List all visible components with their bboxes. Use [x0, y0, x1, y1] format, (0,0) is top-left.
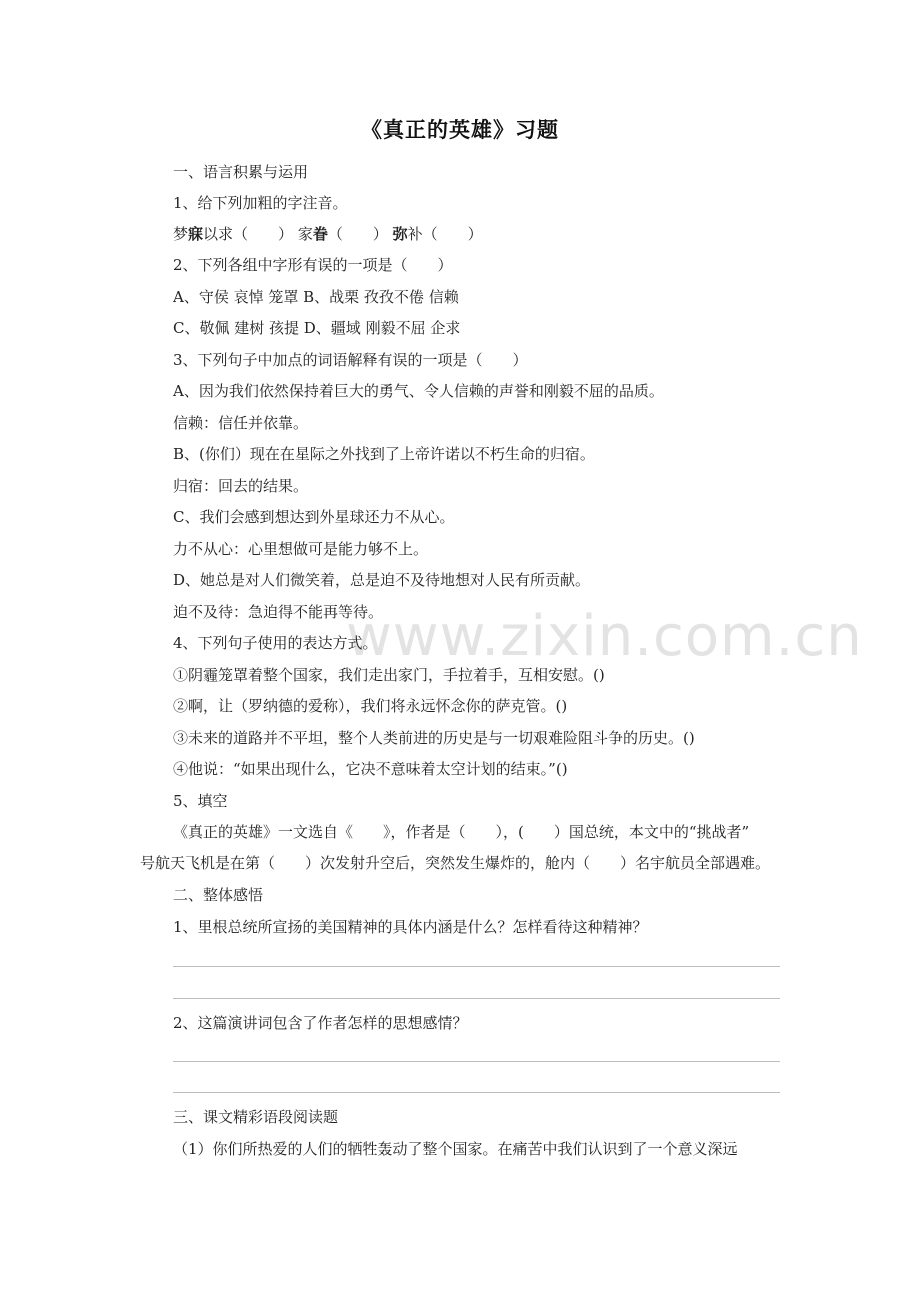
answer-line: [173, 1092, 780, 1093]
watermark: www.zixin.com.cn: [346, 604, 863, 669]
q3-option-a: A、因为我们依然保持着巨大的勇气、令人信赖的声誉和刚毅不屈的品质。: [173, 382, 664, 400]
q3-option-c-explanation: 力不从心：心里想做可是能力够不上。: [173, 540, 429, 558]
section2-heading: 二、整体感悟: [173, 886, 264, 904]
section1-heading: 一、语言积累与运用: [173, 163, 309, 181]
q1-item1: 梦寐以求（ ）: [173, 225, 294, 243]
q3-option-a-explanation: 信赖：信任并依靠。: [173, 414, 309, 432]
q3-option-d: D、她总是对人们微笑着，总是迫不及待地想对人民有所贡献。: [173, 571, 591, 589]
q2-options-ab: A、守侯 哀悼 笼罩 B、战栗 孜孜不倦 信赖: [173, 288, 459, 306]
q5-line-1: 《真正的英雄》一文选自《 》，作者是（ ），( ）国总统，本文中的“挑战者”: [173, 823, 750, 841]
q3-option-c: C、我们会感到想达到外星球还力不从心。: [173, 508, 455, 526]
section2-q2: 2、这篇演讲词包含了作者怎样的思想感情？: [173, 1014, 468, 1032]
q5-line-2: 号航天飞机是在第（ ）次发射升空后，突然发生爆炸的，舱内（ ）名宇航员全部遇难。: [140, 854, 771, 872]
q1-item3: 弥补（ ）: [392, 225, 483, 243]
section3-heading: 三、课文精彩语段阅读题: [173, 1108, 339, 1126]
q4-sentence-2: ②啊，让（罗纳德的爱称），我们将永远怀念你的萨克管。(): [173, 697, 568, 715]
q4-sentence-1: ①阴霾笼罩着整个国家，我们走出家门，手拉着手，互相安慰。(): [173, 666, 605, 684]
q2-prompt: 2、下列各组中字形有误的一项是（ ）: [173, 256, 453, 274]
q1-items: [173, 224, 483, 244]
q1-item2: 家眷（ ）: [297, 225, 388, 243]
q3-option-b: B、(你们）现在在星际之外找到了上帝许诺以不朽生命的归宿。: [173, 445, 595, 463]
section2-q1: 1、里根总统所宣扬的美国精神的具体内涵是什么？怎样看待这种精神？: [173, 918, 648, 936]
q4-sentence-3: ③未来的道路并不平坦，整个人类前进的历史是与一切艰难险阻斗争的历史。(): [173, 729, 695, 747]
section3-paragraph-1: （1）你们所热爱的人们的牺牲轰动了整个国家。在痛苦中我们认识到了一个意义深远: [173, 1140, 738, 1158]
answer-line: [173, 998, 780, 999]
q2-options-cd: C、敬佩 建树 孩提 D、疆域 刚毅不屈 企求: [173, 319, 461, 337]
document-title: 《真正的英雄》习题: [361, 118, 559, 142]
q1-prompt: 1、给下列加粗的字注音。: [173, 194, 348, 212]
q4-prompt: 4、下列句子使用的表达方式。: [173, 634, 378, 652]
q4-sentence-4: ④他说：“如果出现什么，它决不意味着太空计划的结束。”(): [173, 760, 568, 778]
q3-option-d-explanation: 迫不及待：急迫得不能再等待。: [173, 603, 384, 621]
answer-line: [173, 1061, 780, 1062]
q5-prompt: 5、填空: [173, 792, 228, 810]
q3-prompt: 3、下列句子中加点的词语解释有误的一项是（ ）: [173, 351, 528, 369]
q3-option-b-explanation: 归宿：回去的结果。: [173, 477, 309, 495]
answer-line: [173, 966, 780, 967]
